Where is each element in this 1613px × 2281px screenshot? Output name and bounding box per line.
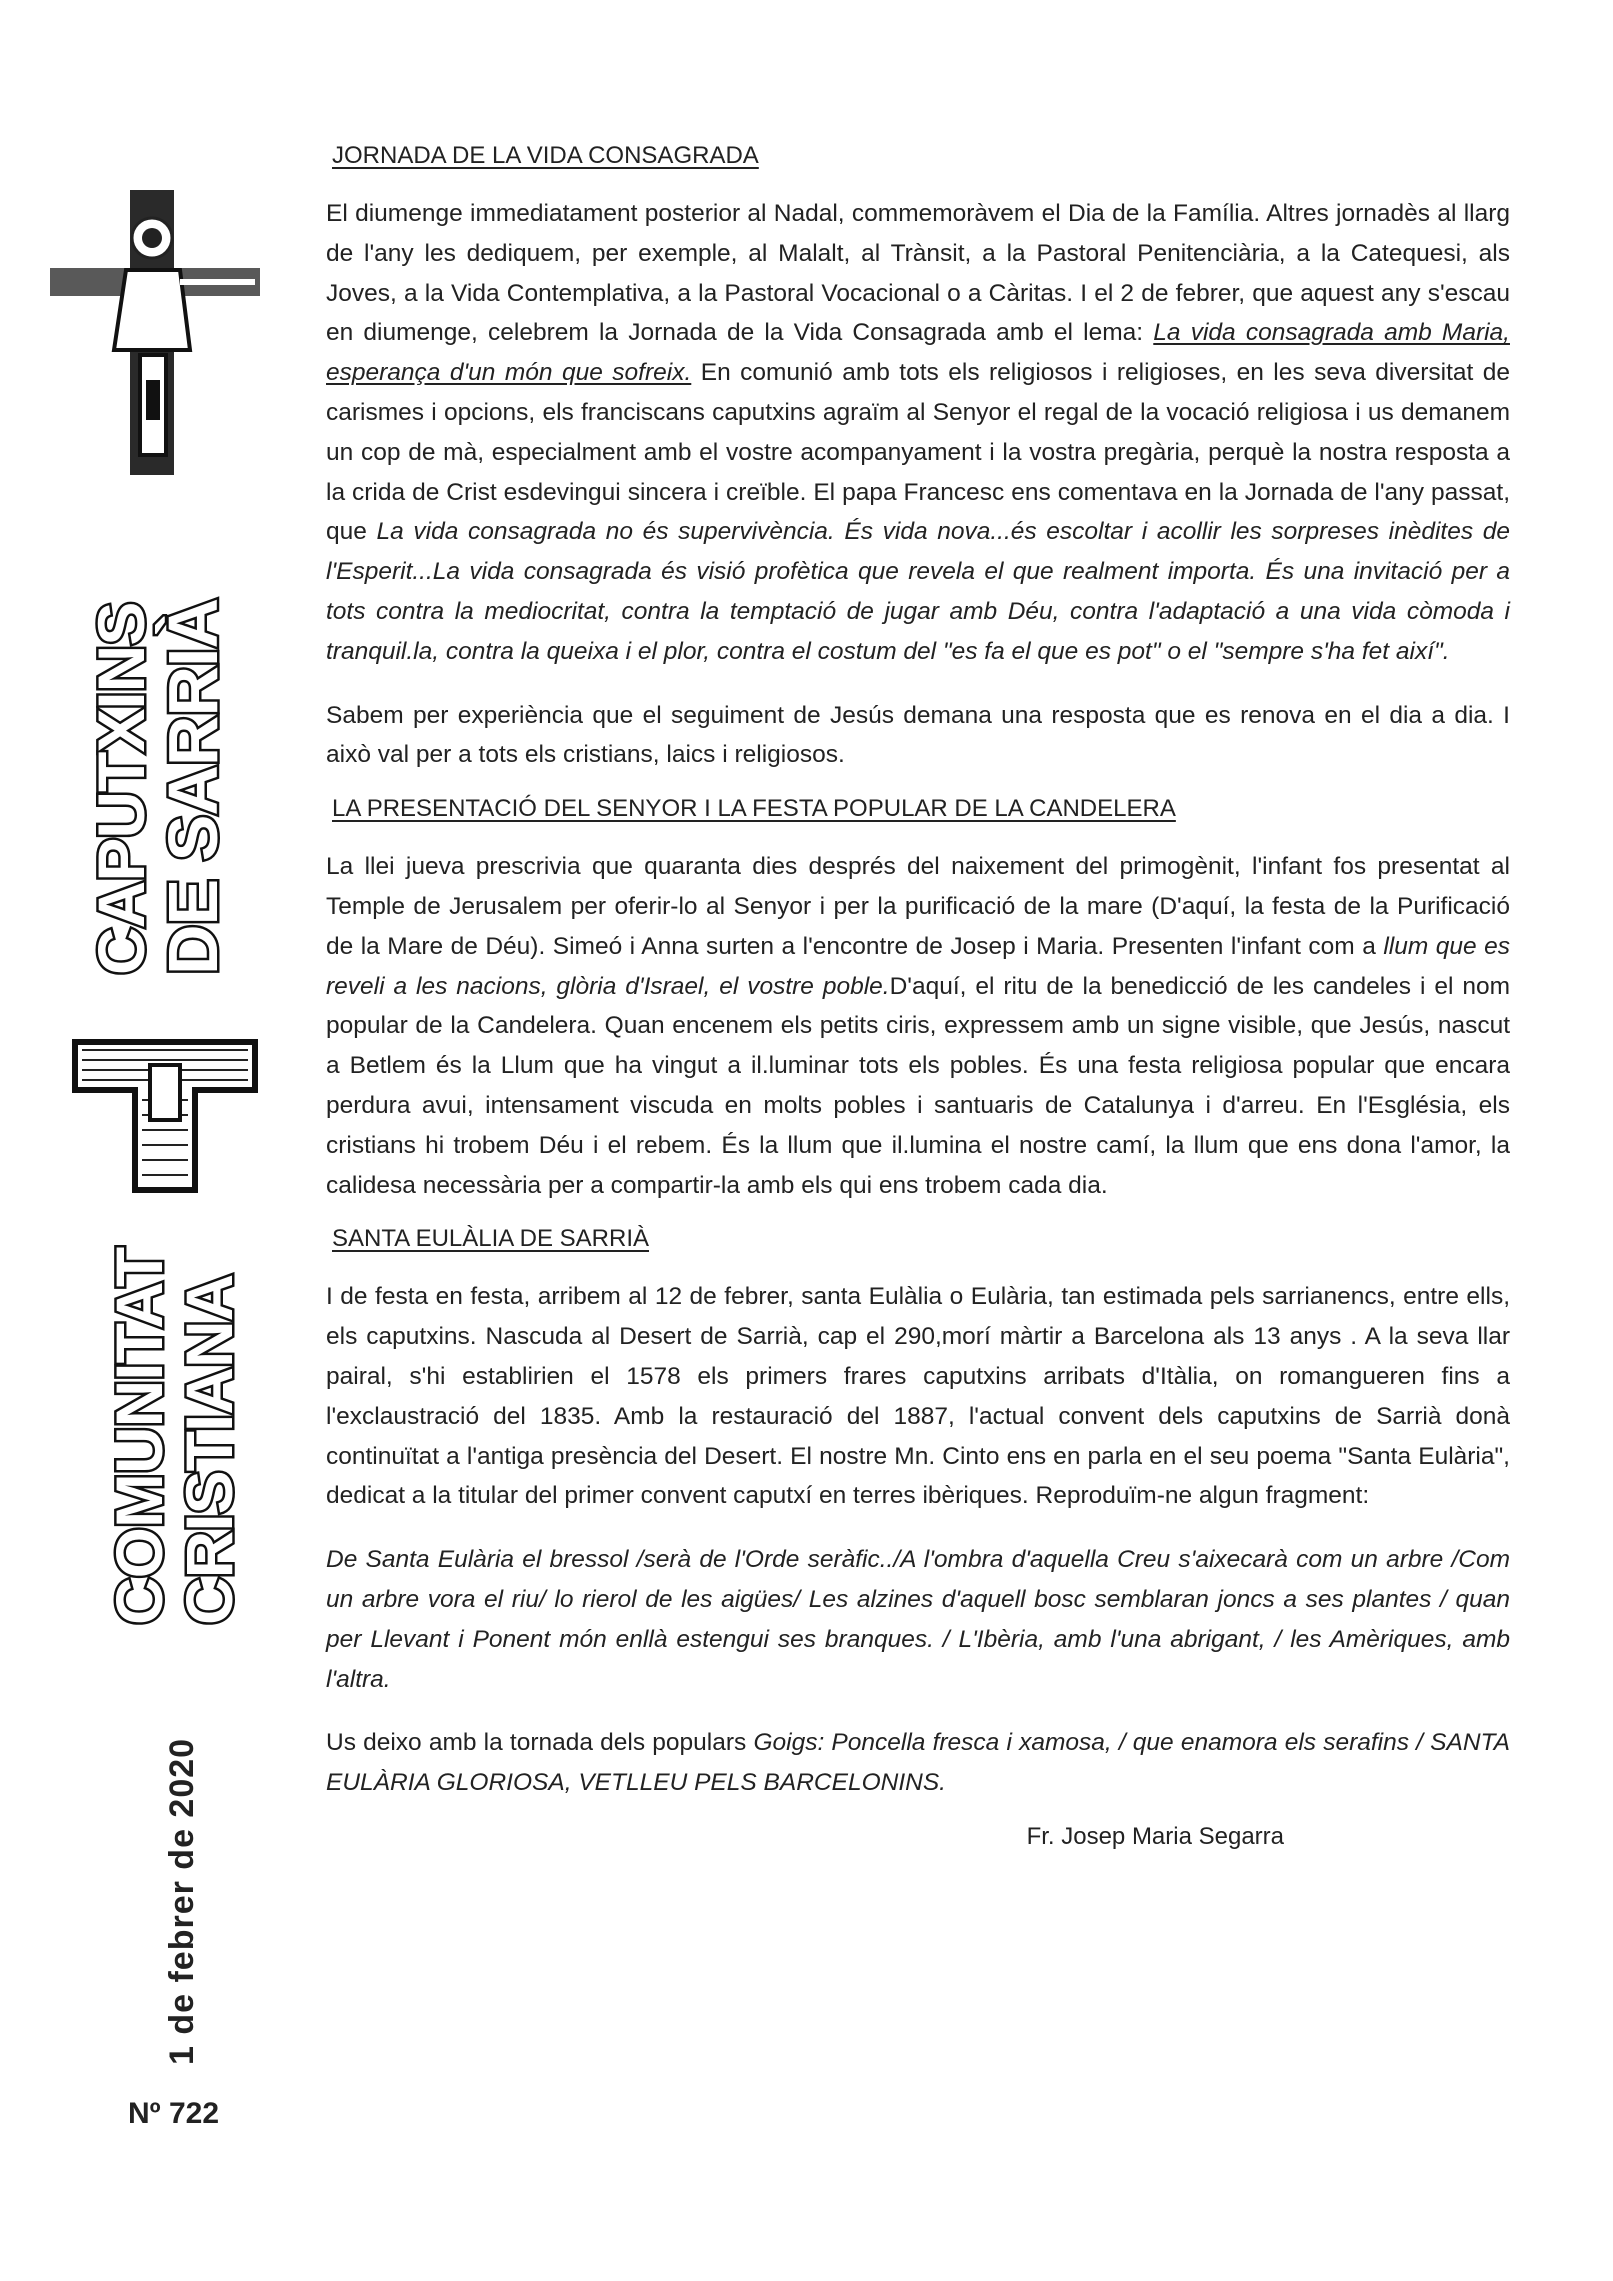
paragraph (326, 194, 1510, 672)
issue-number: Nº 722 (128, 2097, 220, 2130)
section-title: SANTA EULÀLIA DE SARRIÀ (332, 1225, 650, 1253)
section-vida-consagrada (326, 138, 1510, 775)
section-candelera (326, 791, 1510, 1205)
goigs-quote: Goigs: Poncella fresca i xamosa, / que enamora els serafins / SANTA EULÀRIA GLORIOSA, VETLLEU PELS BARCELONINS. (326, 1729, 1510, 1797)
paragraph (326, 847, 1510, 1205)
biblical-quote: llum que es reveli a les nacions, glòria d'Israel, el vostre poble. (326, 932, 1510, 1000)
lema-quote: La vida consagrada amb Maria, esperança d'un món que sofreix. (326, 319, 1510, 387)
sidebar (0, 0, 300, 2281)
issue-date: 1 de febrer de 2020 (163, 1737, 201, 2065)
logo-line-2: DE SARRIÀ (154, 598, 232, 975)
main-content (326, 138, 1510, 1867)
text-run: La llei jueva prescrivia que quaranta dies després del naixement del primogènit, l'infant fos presentat al Temple de Jerusalem per oferir-lo al Senyor i per la purificació de la mare (D'aquí, la festa de la Purificació de la Mare de Déu). Simeó i Anna surten a l'encontre de Josep i Maria. Presenten l'infant com a (326, 853, 1510, 960)
poem-fragment (326, 1540, 1510, 1699)
text-run: En comunió amb tots els religiosos i religioses, en les seva diversitat de carismes i opcions, els franciscans caputxins agraïm al Senyor el regal de la vocació religiosa i us demanem un cop de mà, especialment amb el vostre acompanyament i la vostra pregària, perquè la nostra resposta a la crida de Crist esdevingui sincera i creïble. El papa Francesc ens comentava en la Jornada de l'any passat, que (326, 359, 1511, 546)
pope-quote: La vida consagrada no és supervivència. És vida nova...és escoltar i acollir les sorpreses inèdites de l'Esperit...La vida consagrada és visió profètica que revela el que realment importa. És una invitació per a tots contra la mediocritat, contra la temptació de jugar amb Déu, contra l'adaptació a una vida còmoda i tranquil.la, contra la queixa i el plor, contra el costum del "es fa el que es pot" o el "sempre s'ha fet així". (326, 518, 1510, 665)
logo-line-1: CAPUTXINS (84, 602, 158, 975)
franciscan-cross-logo (30, 150, 270, 480)
text-run: Us deixo amb la tornada dels populars (326, 1729, 754, 1757)
text-run: D'aquí, el ritu de la benedicció de les candeles i el nom popular de la Candelera. Quan encenem els petits ciris, expressem amb un signe visible, que Jesús, nascut a Betlem és la Llum que ha vingut a il.luminar tots els pobles. És una festa religiosa popular que encara perdura avui, intensament viscuda en molts pobles i santuaris de Catalunya i d'arreu. En l'Església, els cristians hi trobem Déu i el rebem. És la llum que il.lumina el nostre camí, la llum que ens dona l'amor, la calidesa necessària per a compartir-la amb els qui ens trobem cada dia. (326, 972, 1510, 1199)
author-signature: Fr. Josep Maria Segarra (1026, 1822, 1284, 1850)
section-title: JORNADA DE LA VIDA CONSAGRADA (332, 142, 759, 169)
section-title: LA PRESENTACIÓ DEL SENYOR I LA FESTA POPULAR DE LA CANDELERA (332, 795, 1176, 823)
community-line-1: COMUNITAT (102, 1247, 176, 1625)
community-line-2: CRISTIANA (172, 1274, 246, 1625)
paragraph: I de festa en festa, arribem al 12 de febrer, santa Eulàlia o Eulària, tan estimada pels sarrianencs, entre ells, els caputxins. Nascuda al Desert de Sarrià, cap el 290,morí màrtir a Barcelona als 13 anys . A la seva llar pairal, s'hi establirien el 1578 els primers frares caputxins arribats d'Itàlia, on romangueren fins a l'exclaustració del 1835. Amb la restauració del 1887, l'actual convent dels caputxins de Sarrià donà continuïtat a l'antiga presència del Desert. El nostre Mn. Cinto ens en parla en el seu poema "Santa Eulària", dedicat a la titular del primer convent caputxí en terres ibèriques. Reproduïm-ne algun fragment: (326, 1283, 1510, 1510)
paragraph: Sabem per experiència que el seguiment de Jesús demana una resposta que es renova en el dia a dia. I això val per a tots els cristians, laics i religiosos. (326, 701, 1510, 769)
section-santa-eulalia (326, 1221, 1510, 1851)
poem-text: De Santa Eulària el bressol /serà de l'Orde seràfic../A l'ombra d'aquella Creu s'aixecarà com un arbre /Com un arbre vora el riu/ lo rierol de les aigües/ Les alzines d'aquell bosc semblaran joncs a ses plantes / quan per Llevant i Ponent món enllà estengui ses branques. / L'Ibèria, amb l'una abrigant, / les Amèriques, amb l'altra. (326, 1546, 1510, 1693)
text-run: El diumenge immediatament posterior al Nadal, commemoràvem el Dia de la Família. Altres jornadès al llarg de l'any les dediquem, per exemple, al Malalt, al Trànsit, a la Pastoral Penitenciària, a la Catequesi, als Joves, a la Vida Contemplativa, a la Pastoral Vocacional o a Càritas. I el 2 de febrer, que aquest any s'escau en diumenge, celebrem la Jornada de la Vida Consagrada amb el lema: (326, 200, 1510, 347)
paragraph (326, 1723, 1510, 1803)
tau-cross-logo (70, 1020, 260, 1195)
